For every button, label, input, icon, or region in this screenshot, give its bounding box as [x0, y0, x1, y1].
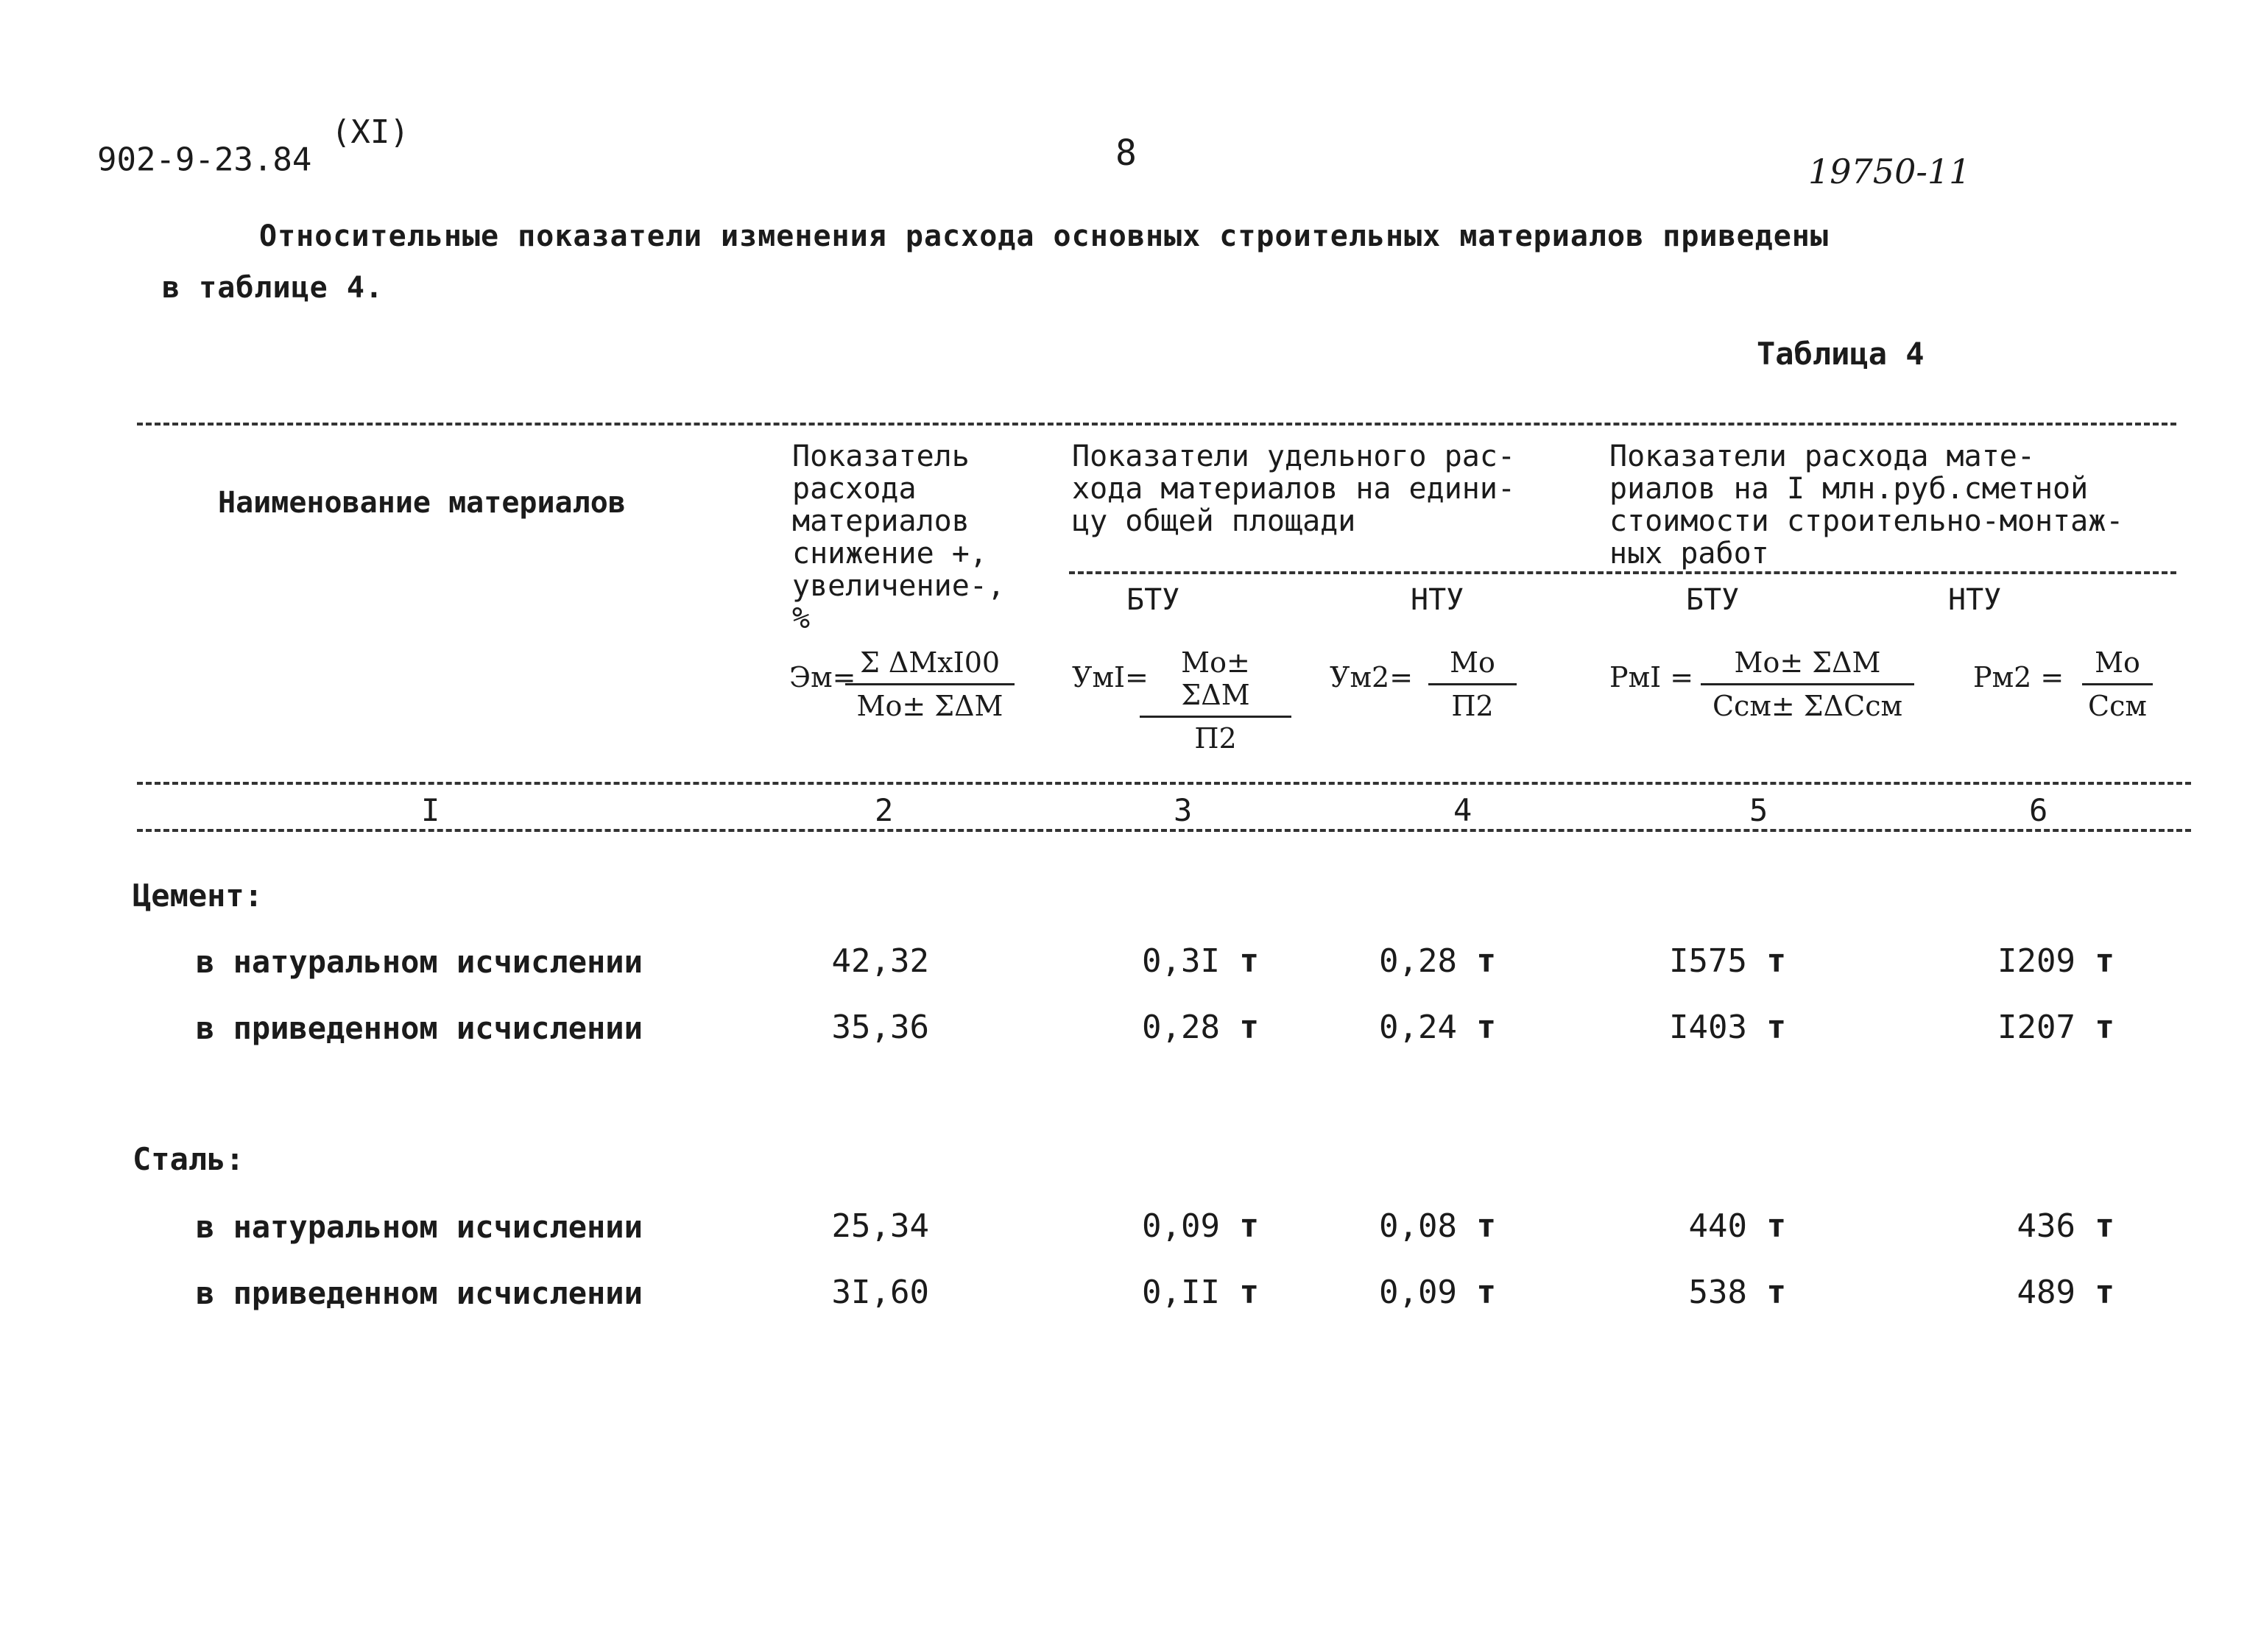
formula-col4-fraction	[1428, 646, 1517, 722]
cell-c3-unit: т	[1239, 1207, 1259, 1245]
cell-c6	[1923, 1207, 2114, 1245]
cell-c4-unit: т	[1476, 1009, 1496, 1046]
formula-col4-denominator: П2	[1451, 690, 1494, 722]
cell-c3-unit: т	[1239, 1009, 1259, 1046]
formula-col3-denominator: П2	[1194, 722, 1237, 755]
cell-c2: 35,36	[831, 1009, 929, 1046]
subheader-btu-5: БТУ	[1686, 583, 1740, 617]
column-header-specific-consumption: Показатели удельного рас- хода материалов на едини- цу общей площади	[1072, 440, 1516, 538]
formula-col6-lhs: Рм2 =	[1973, 661, 2064, 693]
cell-c3-value: 0,28	[1142, 1009, 1220, 1046]
formula-col3-fraction	[1140, 646, 1291, 755]
formula-col6-fraction	[2082, 646, 2153, 722]
cell-c6	[1923, 1009, 2114, 1046]
cell-c4	[1305, 1009, 1496, 1046]
formula-col4-lhs: Ум2=	[1330, 661, 1414, 693]
cell-c6-value: I207	[1997, 1009, 2075, 1046]
cell-c5	[1595, 1009, 1786, 1046]
cell-c4	[1305, 1207, 1496, 1245]
cell-c5	[1595, 1274, 1786, 1311]
formula-col5-denominator: Ссм± ΣΔСсм	[1712, 690, 1903, 722]
cell-c6-unit: т	[2095, 942, 2114, 980]
cell-c5-value: I575	[1669, 942, 1747, 980]
column-number-5: 5	[1749, 792, 1768, 828]
formula-col2-numerator: Σ ΔМхI00	[845, 646, 1015, 685]
cell-c4	[1305, 1274, 1496, 1311]
cell-c3-value: 0,II	[1142, 1274, 1220, 1311]
subheader-ntu-4: НТУ	[1411, 583, 1464, 617]
row-label: в приведенном исчислении	[196, 1275, 643, 1311]
column-number-6: 6	[2029, 792, 2048, 828]
formula-col2-fraction	[845, 646, 1015, 722]
cell-c5-unit: т	[1766, 1009, 1786, 1046]
formula-col5-lhs: РмI =	[1609, 661, 1694, 693]
cell-c5	[1595, 1207, 1786, 1245]
cell-c2: 42,32	[831, 942, 929, 980]
cell-c3	[1068, 942, 1259, 980]
formula-col6-numerator: Мо	[2082, 646, 2153, 685]
group-label-cement: Цемент:	[133, 878, 264, 914]
document-code	[97, 113, 409, 179]
handwritten-doc-number: 19750-11	[1808, 152, 1971, 191]
cell-c3-value: 0,3I	[1142, 942, 1220, 980]
column-number-1: I	[421, 792, 440, 828]
document-code-suffix: (XI)	[331, 113, 409, 151]
cell-c4-value: 0,24	[1379, 1009, 1457, 1046]
cell-c5-value: I403	[1669, 1009, 1747, 1046]
formula-col2-denominator: Мо± ΣΔМ	[856, 690, 1003, 722]
cell-c6	[1923, 1274, 2114, 1311]
cell-c5	[1595, 942, 1786, 980]
cell-c6-value: 436	[2017, 1207, 2075, 1245]
cell-c6	[1923, 942, 2114, 980]
column-number-2: 2	[875, 792, 894, 828]
intro-line-2: в таблице 4.	[162, 271, 384, 305]
header-bottom-rule	[137, 782, 2191, 785]
cell-c4-value: 0,09	[1379, 1274, 1457, 1311]
cell-c3-unit: т	[1239, 1274, 1259, 1311]
cell-c6-value: 489	[2017, 1274, 2075, 1311]
cell-c3	[1068, 1207, 1259, 1245]
row-label: в натуральном исчислении	[196, 944, 643, 980]
cell-c6-unit: т	[2095, 1274, 2114, 1311]
cell-c2: 25,34	[831, 1207, 929, 1245]
table-caption: Таблица 4	[1757, 336, 1925, 372]
column-number-4: 4	[1453, 792, 1472, 828]
table-top-rule	[137, 423, 2176, 426]
formula-col5-fraction	[1701, 646, 1914, 722]
cell-c6-unit: т	[2095, 1009, 2114, 1046]
cell-c3	[1068, 1009, 1259, 1046]
cell-c6-unit: т	[2095, 1207, 2114, 1245]
subheader-ntu-6: НТУ	[1948, 583, 2002, 617]
column-numbers-rule	[137, 829, 2191, 832]
cell-c5-value: 538	[1688, 1274, 1747, 1311]
cell-c3-value: 0,09	[1142, 1207, 1220, 1245]
cell-c4-unit: т	[1476, 1274, 1496, 1311]
group-label-steel: Сталь:	[133, 1141, 244, 1177]
cell-c4	[1305, 942, 1496, 980]
cell-c3-unit: т	[1239, 942, 1259, 980]
cell-c6-value: I209	[1997, 942, 2075, 980]
cell-c4-value: 0,08	[1379, 1207, 1457, 1245]
cell-c4-unit: т	[1476, 942, 1496, 980]
cell-c3	[1068, 1274, 1259, 1311]
formula-col2-lhs: Эм=	[789, 661, 856, 693]
row-label: в приведенном исчислении	[196, 1010, 643, 1046]
intro-line-1: Относительные показатели изменения расхода основных строительных материалов приведены	[259, 219, 1829, 253]
column-header-consumption-per-million: Показатели расхода мате- риалов на I млн.руб.сметной стоимости строительно-монтаж- ных работ	[1609, 440, 2124, 571]
cell-c2: 3I,60	[831, 1274, 929, 1311]
cell-c5-unit: т	[1766, 942, 1786, 980]
cell-c4-value: 0,28	[1379, 942, 1457, 980]
formula-col4-numerator: Мо	[1428, 646, 1517, 685]
document-code-number: 902-9-23.84	[97, 141, 312, 179]
formula-col5-numerator: Мо± ΣΔМ	[1701, 646, 1914, 685]
page-number: 8	[1115, 133, 1137, 174]
formula-col3-numerator: Мо± ΣΔМ	[1140, 646, 1291, 718]
cell-c5-unit: т	[1766, 1274, 1786, 1311]
column-header-material-name: Наименование материалов	[218, 486, 626, 520]
column-header-consumption-index: Показатель расхода материалов снижение +, увеличение-, %	[792, 440, 1005, 635]
subheader-rule	[1069, 571, 2176, 574]
cell-c5-value: 440	[1688, 1207, 1747, 1245]
row-label: в натуральном исчислении	[196, 1209, 643, 1245]
subheader-btu-3: БТУ	[1126, 583, 1180, 617]
cell-c5-unit: т	[1766, 1207, 1786, 1245]
formula-col6-denominator: Ссм	[2088, 690, 2147, 722]
column-number-3: 3	[1174, 792, 1193, 828]
cell-c4-unit: т	[1476, 1207, 1496, 1245]
formula-col3-lhs: УмI=	[1072, 661, 1149, 693]
